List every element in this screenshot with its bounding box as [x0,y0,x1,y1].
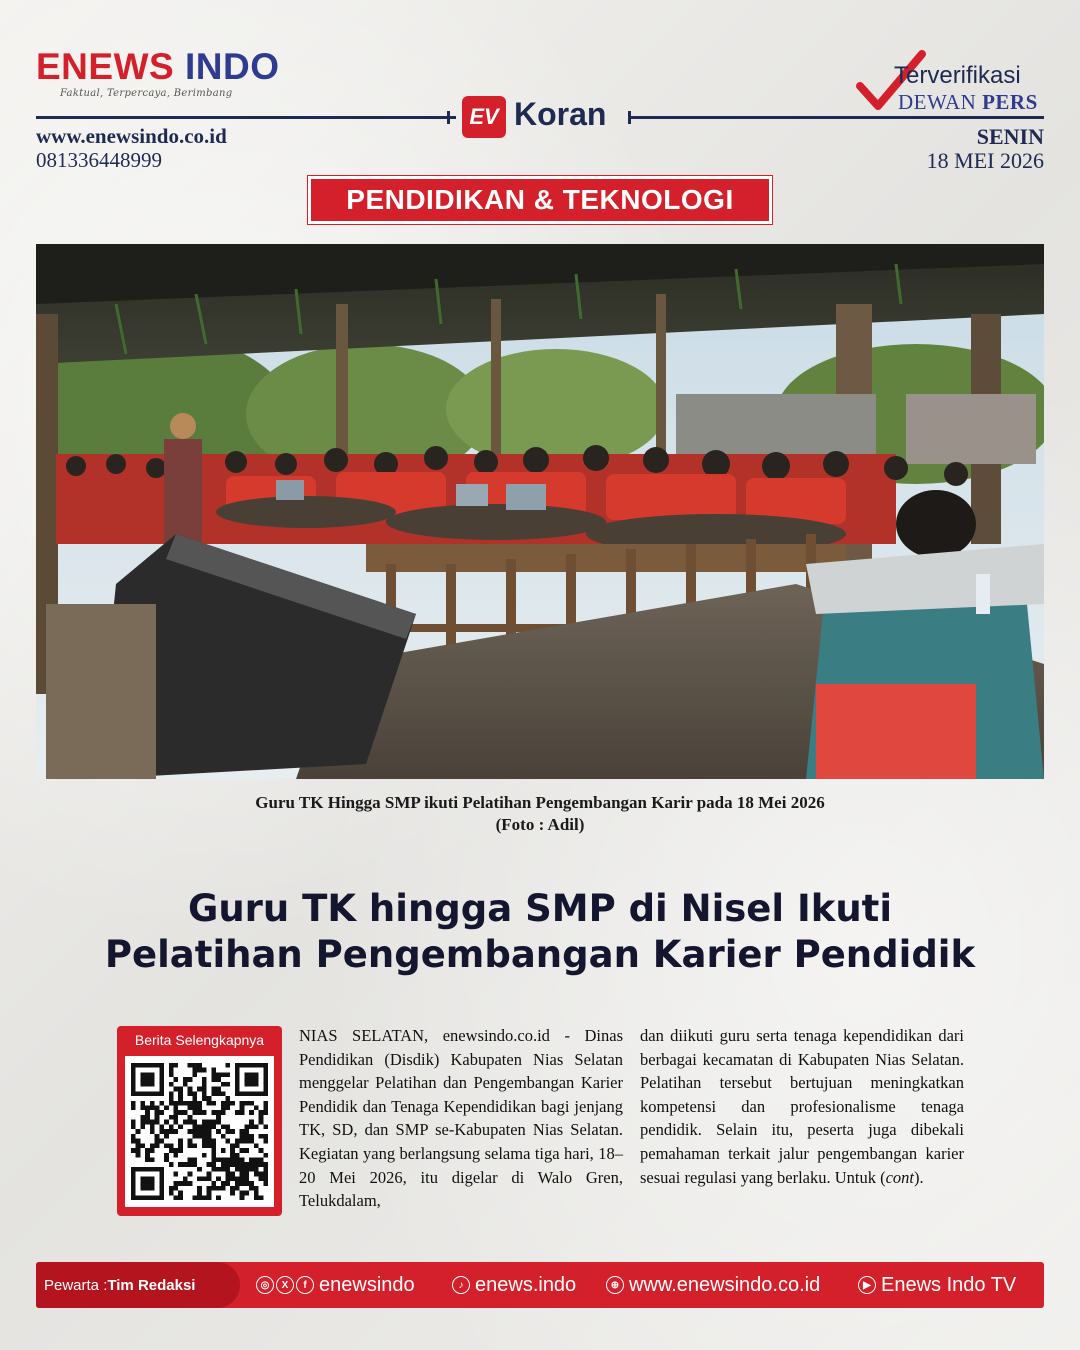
article-headline [36,886,1044,978]
header-divider-left [36,116,456,119]
facebook-icon[interactable]: f [296,1276,314,1294]
x-icon[interactable]: X [276,1276,294,1294]
dewan-pers-label [898,90,1038,115]
website-link[interactable]: www.enewsindo.co.id [629,1273,821,1296]
caption-line-1: Guru TK Hingga SMP ikuti Pelatihan Pengembangan Karir pada 18 Mei 2026 [255,793,825,812]
qr-label: Berita Selengkapnya [134,1032,265,1048]
footer-website[interactable] [606,1262,820,1308]
brand-logo [36,48,279,85]
pewarta-label: Pewarta : [44,1276,108,1294]
cont-text: cont [885,1167,915,1187]
publish-date: 18 MEI 2026 [926,148,1044,173]
qr-code[interactable] [125,1056,274,1207]
qr-code-icon [131,1062,268,1201]
header-website[interactable]: www.enewsindo.co.id [36,124,227,148]
header-divider-right [628,116,1044,119]
footer-pewarta [44,1262,195,1308]
youtube-icon[interactable]: ▶ [858,1276,876,1294]
social-handle[interactable]: enewsindo [319,1273,415,1296]
brand-tagline: Faktual, Terpercaya, Berimbang [60,88,233,99]
instagram-icon[interactable]: ◎ [256,1276,274,1294]
footer-tiktok[interactable] [452,1262,576,1308]
column-2-text: dan diikuti guru serta tenaga kependidikan dari berbagai kecamatan di Kabupaten Nias Selatan. Pelatihan tersebut bertujuan meningkatkan kompetensi dan profesionalisme tenaga pendidik. Selain itu, peserta juga dibekali pemahaman terkait jalur pengembangan karier sesuai regulasi yang berlaku. Untuk ( [640,1026,964,1187]
article-column-1: NIAS SELATAN, enewsindo.co.id - Dinas Pendidikan (Disdik) Kabupaten Nias Selatan menggelar Pelatihan dan Pengembangan Karier Pendidik dan Tenaga Kependidikan bagi jenjang TK, SD, dan SMP se-Kabupaten Nias Selatan. Kegiatan yang berlangsung selama tiga hari, 18–20 Mei 2026, itu digelar di Walo Gren, Telukdalam, [299,1026,623,1211]
dewan-text: DEWAN [898,90,977,114]
article-column-2 [640,1024,964,1189]
headline-line-2: Pelatihan Pengembangan Karier Pendidik [104,933,976,976]
pers-text: PERS [982,90,1038,114]
headline-line-1: Guru TK hingga SMP di Nisel Ikuti [187,887,893,930]
photo-caption [36,792,1044,836]
publish-day: SENIN [976,124,1044,149]
header-phone: 081336448999 [36,148,162,172]
brand-enews: ENEWS [36,46,175,87]
youtube-channel[interactable]: Enews Indo TV [881,1273,1017,1296]
tiktok-icon[interactable]: ♪ [452,1276,470,1294]
brand-indo: INDO [184,46,280,87]
caption-line-2: (Foto : Adil) [495,815,585,834]
koran-label: Koran [514,96,607,132]
category-badge: PENDIDIKAN & TEKNOLOGI [308,176,772,224]
koran-logo-icon: EV [462,96,506,138]
footer-youtube[interactable] [858,1262,1016,1308]
tiktok-handle[interactable]: enews.indo [475,1273,577,1296]
header-divider-cap-left [447,111,450,124]
globe-icon[interactable]: ⊕ [606,1276,624,1294]
news-photo [36,244,1044,779]
verified-label: Terverifikasi [894,62,1021,89]
footer-social-handles[interactable] [256,1262,415,1308]
column-2-end: ). [914,1167,924,1187]
pewarta-name: Tim Redaksi [107,1276,196,1294]
